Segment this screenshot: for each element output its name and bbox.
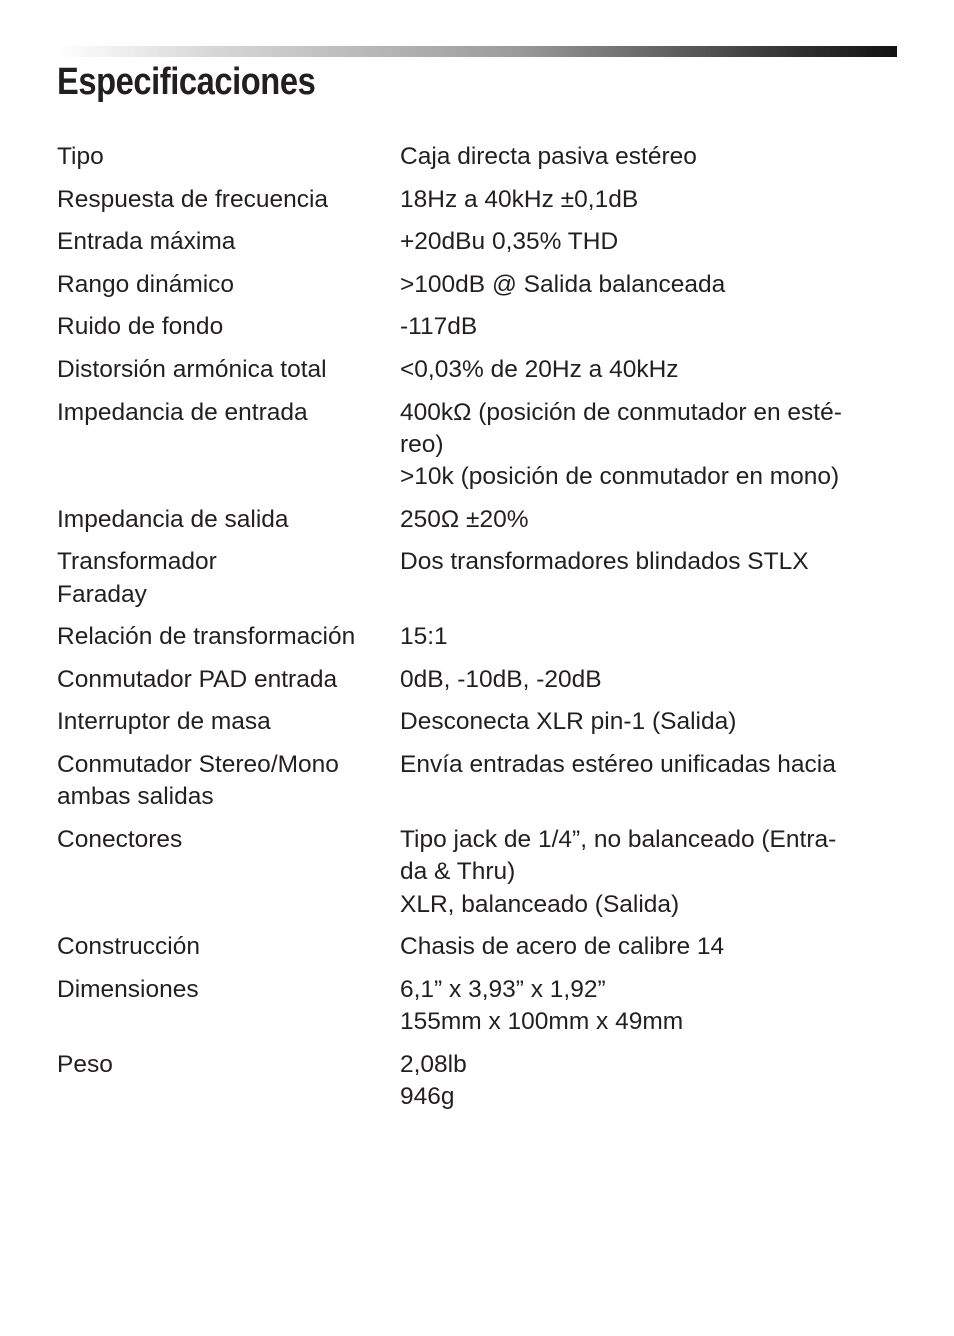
spec-label [57, 824, 400, 921]
spec-row [57, 141, 897, 173]
spec-label [57, 311, 400, 343]
spec-row [57, 226, 897, 258]
specifications-table [57, 141, 897, 1123]
spec-value [400, 621, 897, 653]
spec-label [57, 1049, 400, 1114]
spec-label-line: Tipo [57, 143, 104, 170]
spec-row [57, 706, 897, 738]
spec-row [57, 269, 897, 301]
spec-label-line: ambas salidas [57, 783, 214, 811]
spec-value [400, 974, 897, 1039]
spec-value-line: >100dB @ Salida balanceada [400, 270, 726, 298]
spec-label-line: Faraday [57, 580, 147, 608]
spec-label-line: Impedancia de salida [57, 505, 289, 533]
spec-row [57, 621, 897, 653]
spec-value-line: +20dBu 0,35% THD [400, 228, 619, 256]
spec-row [57, 397, 897, 494]
spec-label-line: Interruptor de masa [57, 708, 271, 736]
spec-value [400, 141, 897, 173]
spec-value [400, 664, 897, 696]
spec-label-line: Construcción [57, 933, 200, 961]
spec-label-line: Rango dinámico [57, 270, 235, 298]
spec-value-line: 18Hz a 40kHz ±0,1dB [400, 185, 639, 213]
spec-value [400, 1049, 897, 1114]
spec-label-line: Transformador [57, 548, 217, 576]
spec-value-line: reo) [400, 430, 444, 458]
spec-value-line: 2,08lb [400, 1050, 467, 1078]
spec-value [400, 931, 897, 963]
spec-label [57, 664, 400, 696]
spec-value-line: Dos transformadores blindados STLX [400, 548, 809, 576]
spec-value [400, 184, 897, 216]
spec-value-line: 0dB, -10dB, -20dB [400, 665, 602, 693]
spec-value-line: <0,03% de 20Hz a 40kHz [400, 355, 679, 383]
spec-row [57, 1049, 897, 1114]
spec-value-line: 946g [400, 1082, 455, 1110]
spec-value-line: XLR, balanceado (Salida) [400, 890, 680, 918]
spec-row [57, 664, 897, 696]
spec-label-line: Distorsión armónica total [57, 355, 327, 383]
spec-row [57, 749, 897, 814]
spec-label [57, 354, 400, 386]
spec-label [57, 931, 400, 963]
spec-value-line: 15:1 [400, 623, 448, 651]
spec-value [400, 706, 897, 738]
spec-value-line: da & Thru) [400, 858, 516, 886]
spec-label [57, 269, 400, 301]
spec-row [57, 311, 897, 343]
spec-value-line: 155mm x 100mm x 49mm [400, 1007, 684, 1035]
spec-label-line: Relación de transformación [57, 623, 356, 651]
spec-row [57, 824, 897, 921]
spec-label [57, 141, 400, 173]
spec-value-line: Tipo jack de 1/4”, no balanceado (Entra- [400, 825, 837, 853]
spec-value [400, 311, 897, 343]
spec-value-line: 6,1” x 3,93” x 1,92” [400, 975, 606, 1003]
spec-label-line: Conmutador Stereo/Mono [57, 751, 339, 779]
spec-label [57, 397, 400, 494]
spec-label [57, 706, 400, 738]
spec-label-line: Dimensiones [57, 975, 199, 1003]
spec-value-line: Desconecta XLR pin-1 (Salida) [400, 708, 737, 736]
spec-row [57, 931, 897, 963]
spec-label [57, 226, 400, 258]
spec-label-line: Conectores [57, 825, 183, 853]
spec-row [57, 546, 897, 611]
spec-row [57, 504, 897, 536]
header-gradient-rule [57, 46, 897, 57]
spec-value [400, 749, 897, 814]
spec-row [57, 974, 897, 1039]
spec-label [57, 546, 400, 611]
spec-label-line: Conmutador PAD entrada [57, 665, 338, 693]
spec-value-line: Envía entradas estéreo unificadas hacia [400, 751, 836, 779]
spec-value-line: Caja directa pasiva estéreo [400, 143, 697, 170]
spec-label-line: Ruido de fondo [57, 313, 224, 341]
spec-label [57, 749, 400, 814]
spec-label [57, 621, 400, 653]
spec-value-line: 400kΩ (posición de conmutador en esté- [400, 398, 842, 426]
spec-value-line: -117dB [400, 313, 478, 341]
spec-value [400, 504, 897, 536]
spec-label-line: Impedancia de entrada [57, 398, 308, 426]
spec-value [400, 546, 897, 611]
page-title: Especificaciones [57, 61, 316, 103]
spec-label-line: Respuesta de frecuencia [57, 185, 329, 213]
spec-value [400, 354, 897, 386]
spec-label-line: Peso [57, 1050, 113, 1078]
spec-row [57, 184, 897, 216]
spec-value-line: >10k (posición de conmutador en mono) [400, 463, 840, 491]
spec-label-line: Entrada máxima [57, 228, 236, 256]
spec-value [400, 824, 897, 921]
spec-value [400, 269, 897, 301]
spec-label [57, 974, 400, 1039]
spec-label [57, 504, 400, 536]
spec-value-line: Chasis de acero de calibre 14 [400, 933, 725, 961]
spec-label [57, 184, 400, 216]
spec-row [57, 354, 897, 386]
spec-value [400, 226, 897, 258]
spec-value [400, 397, 897, 494]
spec-value-line: 250Ω ±20% [400, 505, 529, 533]
